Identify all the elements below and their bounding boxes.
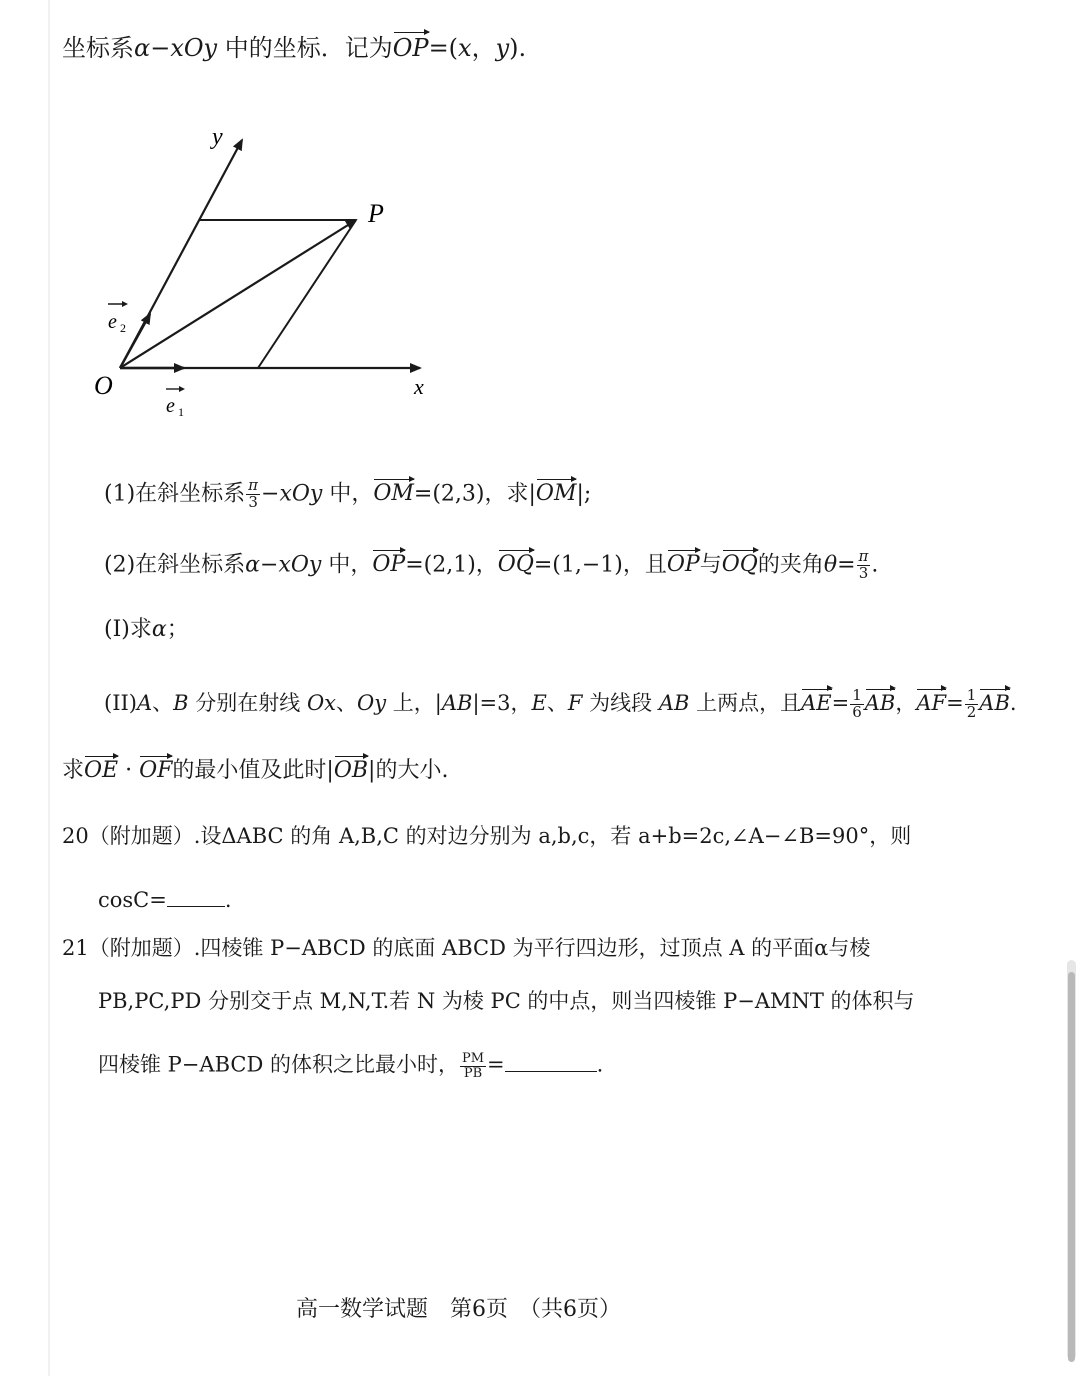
text: . bbox=[596, 1052, 604, 1077]
text: (II) bbox=[104, 690, 137, 715]
fraction-num: 1 bbox=[966, 686, 977, 704]
text: (2)在斜坐标系 bbox=[104, 552, 246, 578]
fraction-den: 6 bbox=[852, 702, 862, 721]
op-vector bbox=[120, 220, 356, 368]
text: 求 bbox=[62, 758, 85, 783]
math-text: α−xOy bbox=[245, 552, 322, 578]
question-20-line-2 bbox=[98, 888, 232, 911]
vector-op: OP bbox=[392, 34, 429, 62]
math: Ox bbox=[306, 690, 337, 715]
fraction-num: π bbox=[248, 476, 259, 494]
math: A bbox=[136, 690, 153, 715]
math-alpha: α bbox=[151, 617, 167, 642]
text: (1)在斜坐标系 bbox=[104, 481, 246, 507]
text: 的最小值及此时| bbox=[172, 758, 334, 783]
fraction-den: 3 bbox=[858, 563, 869, 582]
text: 中， bbox=[322, 481, 374, 507]
fraction-den: 2 bbox=[966, 702, 977, 721]
text: (I)求 bbox=[104, 617, 152, 642]
text: 中， bbox=[321, 552, 373, 578]
vector-oe: OE bbox=[84, 758, 119, 783]
e2-arrow-head bbox=[122, 301, 128, 307]
fraction-num: PM bbox=[461, 1051, 485, 1066]
label-e1-sub: 1 bbox=[178, 405, 184, 419]
math-y: y bbox=[495, 34, 510, 62]
fraction-den: 3 bbox=[248, 492, 258, 511]
scrollbar-thumb[interactable] bbox=[1068, 972, 1075, 1362]
parallel-to-y bbox=[258, 220, 356, 368]
question-2-part-2 bbox=[104, 688, 1017, 721]
text: cosC= bbox=[98, 888, 167, 912]
vector-ab: AB bbox=[979, 690, 1010, 715]
label-e2: e bbox=[108, 311, 117, 333]
answer-blank[interactable] bbox=[167, 888, 225, 907]
question-21-line-2: PB,PC,PD 分别交于点 M,N,T.若 N 为棱 PC 的中点，则当四棱锥 P−AMNT 的体积与 bbox=[98, 989, 915, 1013]
answer-blank[interactable] bbox=[505, 1053, 597, 1072]
text: 与 bbox=[699, 552, 722, 578]
question-2 bbox=[104, 549, 878, 582]
text: |=3， bbox=[472, 690, 532, 715]
text: = bbox=[487, 1052, 505, 1077]
text: · bbox=[118, 758, 140, 783]
vector-ae: AE bbox=[801, 690, 832, 715]
text: = bbox=[837, 552, 856, 578]
label-p: P bbox=[368, 199, 384, 228]
math: Oy bbox=[357, 690, 387, 715]
page-edge bbox=[48, 0, 50, 1376]
text: =(2,3)，求| bbox=[413, 481, 536, 507]
math-x: x bbox=[458, 34, 472, 62]
text: ； bbox=[166, 617, 189, 642]
text: ， bbox=[895, 690, 917, 715]
label-x: x bbox=[414, 374, 424, 399]
vector-ab: AB bbox=[864, 690, 896, 715]
question-20-line-1: 20（附加题）.设ΔABC 的角 A,B,C 的对边分别为 a,b,c，若 a+b=2c,∠A−∠B=90°，则 bbox=[62, 824, 912, 848]
fraction-pm-pb bbox=[460, 1052, 486, 1080]
vector-oq: OQ bbox=[721, 552, 758, 578]
question-2-part-1 bbox=[104, 619, 189, 641]
question-21-line-1 bbox=[62, 938, 870, 959]
question-number: 21 bbox=[62, 936, 89, 960]
text: . bbox=[871, 552, 879, 578]
text: . bbox=[224, 888, 232, 912]
math-theta: θ bbox=[823, 552, 838, 578]
fraction-den: PB bbox=[463, 1065, 483, 1081]
text: 的夹角 bbox=[757, 552, 824, 578]
math: B bbox=[173, 690, 189, 715]
vector-ob: OB bbox=[333, 758, 369, 783]
math: F bbox=[567, 690, 583, 715]
vector-om: OM bbox=[373, 481, 414, 507]
math-text: α−xOy bbox=[134, 34, 218, 62]
text: 、 bbox=[546, 690, 568, 715]
vector-of: OF bbox=[139, 758, 173, 783]
text: 分别在射线 bbox=[188, 690, 307, 715]
text: 为线段 bbox=[582, 690, 659, 715]
vector-oq: OQ bbox=[497, 552, 534, 578]
fraction-pi-3 bbox=[857, 549, 871, 582]
vector-op: OP bbox=[372, 552, 406, 578]
text: ， bbox=[471, 34, 496, 62]
text: 、 bbox=[336, 690, 358, 715]
text: =(1,−1)，且 bbox=[533, 552, 667, 578]
question-2-part-2-cont bbox=[62, 756, 448, 782]
text: 、 bbox=[152, 690, 174, 715]
text: 四棱锥 P−ABCD 的体积之比最小时， bbox=[98, 1052, 459, 1077]
text: = bbox=[831, 690, 850, 715]
text: 中的坐标．记为 bbox=[217, 34, 393, 62]
text: . bbox=[1009, 690, 1017, 715]
fraction-1-6 bbox=[850, 688, 864, 721]
text: |的大小. bbox=[368, 758, 449, 783]
label-e1: e bbox=[166, 395, 175, 417]
fraction-pi-3 bbox=[246, 478, 260, 511]
math: AB bbox=[658, 690, 690, 715]
math: AB bbox=[441, 690, 473, 715]
text: = bbox=[946, 690, 964, 715]
text: 上，| bbox=[386, 690, 442, 715]
text: ). bbox=[509, 34, 527, 62]
text: 上两点，且 bbox=[689, 690, 802, 715]
text: =( bbox=[428, 34, 459, 62]
question-1 bbox=[104, 478, 591, 511]
math: E bbox=[531, 690, 547, 715]
vector-af: AF bbox=[916, 690, 947, 715]
vector-om: OM bbox=[535, 481, 577, 507]
label-y: y bbox=[212, 124, 223, 150]
text: 坐标系 bbox=[62, 34, 134, 62]
text: |; bbox=[576, 481, 592, 507]
page-footer: 高一数学试题 第6页 （共6页） bbox=[296, 1297, 621, 1322]
math-text: −xOy bbox=[261, 481, 323, 507]
label-e2-sub: 2 bbox=[120, 321, 126, 335]
e1-arrow-head bbox=[179, 386, 185, 392]
header-line bbox=[62, 32, 526, 60]
oblique-coordinate-diagram bbox=[80, 110, 450, 430]
fraction-1-2 bbox=[965, 688, 979, 721]
label-o: O bbox=[94, 371, 113, 400]
text: （附加题）.四棱锥 P−ABCD 的底面 ABCD 为平行四边形，过顶点 A 的平面α与棱 bbox=[88, 936, 871, 960]
question-21-line-3 bbox=[98, 1052, 603, 1080]
fraction-num: 1 bbox=[852, 686, 862, 704]
text: =(2,1)， bbox=[405, 552, 498, 578]
vector-op: OP bbox=[666, 552, 700, 578]
fraction-num: π bbox=[858, 547, 869, 565]
